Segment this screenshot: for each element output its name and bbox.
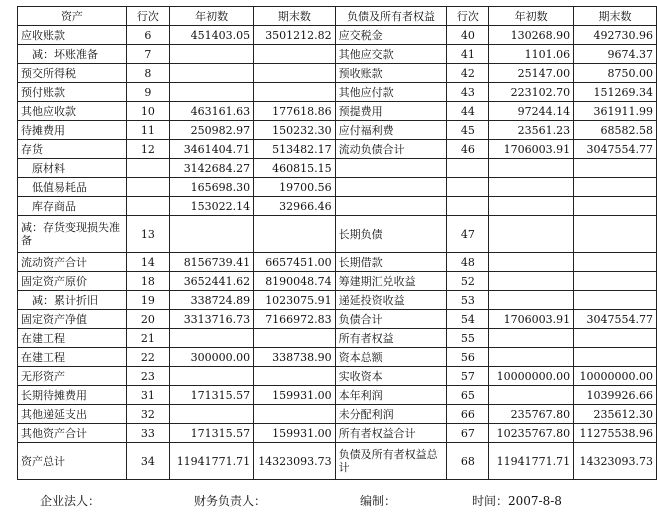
liability-line-cell: 40 [447,26,489,45]
asset-name-cell: 固定资产净值 [18,310,127,329]
liability-ending-cell: 3047554.77 [574,140,657,159]
liability-name-cell: 所有者权益合计 [335,424,447,443]
header-ending: 期末数 [254,7,336,26]
liability-beginning-cell: 235767.80 [489,405,574,424]
liability-ending-cell: 14323093.73 [574,443,657,480]
header-ending: 期末数 [574,7,657,26]
asset-line-cell [126,197,169,216]
asset-ending-cell: 3501212.82 [254,26,336,45]
asset-line-cell: 31 [126,386,169,405]
asset-beginning-cell [169,329,253,348]
liability-beginning-cell [489,216,574,253]
table-row [18,178,657,197]
asset-beginning-cell: 300000.00 [169,348,253,367]
asset-ending-cell [254,216,336,253]
asset-ending-cell [254,329,336,348]
asset-ending-cell: 1023075.91 [254,291,336,310]
liability-line-cell: 65 [447,386,489,405]
liability-name-cell: 流动负债合计 [335,140,447,159]
asset-line-cell: 11 [126,121,169,140]
liability-beginning-cell: 10235767.80 [489,424,574,443]
prepared-by-label: 编制： [360,494,397,508]
liability-line-cell [447,197,489,216]
liability-line-cell: 55 [447,329,489,348]
asset-line-cell: 20 [126,310,169,329]
asset-name-cell: 其他资产合计 [18,424,127,443]
header-line-no: 行次 [126,7,169,26]
liability-name-cell: 本年利润 [335,386,447,405]
liability-ending-cell [574,178,657,197]
liability-ending-cell: 3047554.77 [574,310,657,329]
asset-beginning-cell: 451403.05 [169,26,253,45]
asset-name-cell: 存货 [18,140,127,159]
table-row [18,329,657,348]
liability-name-cell: 负债及所有者权益总计 [335,443,447,480]
liability-beginning-cell: 97244.14 [489,102,574,121]
liability-beginning-cell [489,386,574,405]
liability-name-cell: 实收资本 [335,367,447,386]
liability-line-cell: 41 [447,45,489,64]
asset-name-cell: 在建工程 [18,329,127,348]
liability-ending-cell: 151269.34 [574,83,657,102]
liability-line-cell: 54 [447,310,489,329]
asset-line-cell [126,159,169,178]
asset-name-cell: 库存商品 [18,197,127,216]
header-liabilities-equity: 负债及所有者权益 [335,7,447,26]
liability-name-cell [335,159,447,178]
liability-ending-cell [574,329,657,348]
asset-line-cell: 32 [126,405,169,424]
asset-name-cell: 原材料 [18,159,127,178]
asset-ending-cell [254,83,336,102]
balance-sheet-table [17,6,657,480]
table-row [18,159,657,178]
asset-line-cell [126,178,169,197]
liability-ending-cell [574,159,657,178]
liability-beginning-cell [489,159,574,178]
asset-name-cell: 流动资产合计 [18,253,127,272]
asset-beginning-cell: 165698.30 [169,178,253,197]
table-row [18,291,657,310]
liability-line-cell: 67 [447,424,489,443]
asset-beginning-cell: 171315.57 [169,424,253,443]
asset-name-cell: 资产总计 [18,443,127,480]
table-row [18,64,657,83]
liability-ending-cell: 1039926.66 [574,386,657,405]
header-beginning: 年初数 [489,7,574,26]
liability-line-cell: 52 [447,272,489,291]
liability-ending-cell: 8750.00 [574,64,657,83]
asset-line-cell: 21 [126,329,169,348]
liability-line-cell: 53 [447,291,489,310]
liability-ending-cell [574,272,657,291]
liability-ending-cell [574,253,657,272]
liability-line-cell: 48 [447,253,489,272]
liability-ending-cell [574,197,657,216]
liability-line-cell: 47 [447,216,489,253]
table-row [18,102,657,121]
liability-line-cell: 66 [447,405,489,424]
liability-beginning-cell [489,178,574,197]
asset-ending-cell: 32966.46 [254,197,336,216]
liability-name-cell: 资本总额 [335,348,447,367]
liability-name-cell: 应付福利费 [335,121,447,140]
asset-name-cell: 其他应收款 [18,102,127,121]
liability-name-cell [335,178,447,197]
asset-name-cell: 预付账款 [18,83,127,102]
liability-name-cell: 其他应交款 [335,45,447,64]
asset-ending-cell [254,45,336,64]
asset-beginning-cell [169,64,253,83]
header-assets: 资产 [18,7,127,26]
liability-ending-cell [574,291,657,310]
asset-line-cell: 34 [126,443,169,480]
liability-line-cell: 68 [447,443,489,480]
liability-name-cell: 预收账款 [335,64,447,83]
liability-name-cell: 其他应付款 [335,83,447,102]
table-row [18,348,657,367]
liability-name-cell: 未分配利润 [335,405,447,424]
asset-ending-cell: 159931.00 [254,424,336,443]
header-beginning: 年初数 [169,7,253,26]
liability-line-cell [447,159,489,178]
table-row [18,45,657,64]
asset-line-cell: 13 [126,216,169,253]
legal-person-label: 企业法人： [40,494,101,508]
header-row [18,7,657,26]
liability-ending-cell: 9674.37 [574,45,657,64]
asset-ending-cell: 19700.56 [254,178,336,197]
table-row [18,367,657,386]
table-row [18,386,657,405]
asset-ending-cell: 460815.15 [254,159,336,178]
asset-ending-cell: 513482.17 [254,140,336,159]
asset-ending-cell: 177618.86 [254,102,336,121]
liability-ending-cell [574,216,657,253]
liability-line-cell: 56 [447,348,489,367]
table-row [18,272,657,291]
liability-beginning-cell: 11941771.71 [489,443,574,480]
asset-name-cell: 低值易耗品 [18,178,127,197]
asset-line-cell: 6 [126,26,169,45]
liability-name-cell: 负债合计 [335,310,447,329]
asset-name-cell: 待摊费用 [18,121,127,140]
liability-line-cell [447,178,489,197]
asset-name-cell: 应收账款 [18,26,127,45]
asset-line-cell: 8 [126,64,169,83]
liability-name-cell: 应交税金 [335,26,447,45]
liability-beginning-cell [489,348,574,367]
liability-name-cell: 长期借款 [335,253,447,272]
asset-ending-cell: 8190048.74 [254,272,336,291]
asset-beginning-cell: 3652441.62 [169,272,253,291]
liability-beginning-cell: 130268.90 [489,26,574,45]
liability-ending-cell: 10000000.00 [574,367,657,386]
asset-line-cell: 9 [126,83,169,102]
table-row [18,253,657,272]
asset-ending-cell: 338738.90 [254,348,336,367]
asset-line-cell: 7 [126,45,169,64]
asset-beginning-cell: 3142684.27 [169,159,253,178]
asset-beginning-cell: 338724.89 [169,291,253,310]
liability-beginning-cell [489,291,574,310]
liability-line-cell: 42 [447,64,489,83]
liability-line-cell: 57 [447,367,489,386]
asset-beginning-cell: 11941771.71 [169,443,253,480]
asset-beginning-cell [169,367,253,386]
asset-name-cell: 其他递延支出 [18,405,127,424]
table-row [18,83,657,102]
liability-beginning-cell: 25147.00 [489,64,574,83]
asset-line-cell: 19 [126,291,169,310]
asset-name-cell: 固定资产原价 [18,272,127,291]
liability-line-cell: 44 [447,102,489,121]
table-row [18,310,657,329]
liability-line-cell: 46 [447,140,489,159]
header-line-no: 行次 [447,7,489,26]
liability-beginning-cell [489,272,574,291]
liability-ending-cell: 68582.58 [574,121,657,140]
asset-line-cell: 23 [126,367,169,386]
liability-name-cell: 长期负债 [335,216,447,253]
liability-name-cell: 预提费用 [335,102,447,121]
asset-line-cell: 14 [126,253,169,272]
asset-name-cell: 在建工程 [18,348,127,367]
asset-beginning-cell: 463161.63 [169,102,253,121]
asset-beginning-cell [169,405,253,424]
table-row [18,424,657,443]
liability-ending-cell [574,348,657,367]
asset-name-cell: 减：坏账准备 [18,45,127,64]
table-row [18,26,657,45]
asset-ending-cell: 159931.00 [254,386,336,405]
table-row [18,405,657,424]
asset-line-cell: 18 [126,272,169,291]
asset-ending-cell: 150232.30 [254,121,336,140]
liability-beginning-cell [489,253,574,272]
finance-head-label: 财务负责人： [194,494,267,508]
liability-line-cell: 43 [447,83,489,102]
asset-name-cell: 预交所得税 [18,64,127,83]
table-row [18,197,657,216]
asset-ending-cell [254,367,336,386]
asset-ending-cell: 6657451.00 [254,253,336,272]
asset-ending-cell: 7166972.83 [254,310,336,329]
table-row [18,121,657,140]
asset-line-cell: 10 [126,102,169,121]
asset-ending-cell [254,64,336,83]
table-row [18,140,657,159]
asset-name-cell: 长期待摊费用 [18,386,127,405]
asset-beginning-cell: 250982.97 [169,121,253,140]
asset-beginning-cell: 153022.14 [169,197,253,216]
asset-beginning-cell: 8156739.41 [169,253,253,272]
asset-name-cell: 减：累计折旧 [18,291,127,310]
asset-beginning-cell: 3461404.71 [169,140,253,159]
asset-beginning-cell [169,83,253,102]
asset-beginning-cell [169,216,253,253]
asset-beginning-cell: 171315.57 [169,386,253,405]
liability-name-cell [335,197,447,216]
liability-name-cell: 所有者权益 [335,329,447,348]
table-row [18,443,657,480]
liability-name-cell: 递延投资收益 [335,291,447,310]
asset-line-cell: 22 [126,348,169,367]
liability-ending-cell: 235612.30 [574,405,657,424]
liability-beginning-cell: 1101.06 [489,45,574,64]
liability-beginning-cell: 23561.23 [489,121,574,140]
liability-beginning-cell [489,329,574,348]
liability-beginning-cell: 223102.70 [489,83,574,102]
liability-beginning-cell: 1706003.91 [489,140,574,159]
asset-name-cell: 无形资产 [18,367,127,386]
asset-line-cell: 12 [126,140,169,159]
asset-ending-cell: 14323093.73 [254,443,336,480]
asset-beginning-cell: 3313716.73 [169,310,253,329]
liability-beginning-cell [489,197,574,216]
liability-name-cell: 筹建期汇兑收益 [335,272,447,291]
date-label: 时间：2007-8-8 [472,494,562,508]
asset-name-cell: 减：存货变现损失准备 [18,216,127,253]
asset-beginning-cell [169,45,253,64]
asset-line-cell: 33 [126,424,169,443]
liability-beginning-cell: 1706003.91 [489,310,574,329]
liability-line-cell: 45 [447,121,489,140]
liability-ending-cell: 11275538.96 [574,424,657,443]
liability-ending-cell: 361911.99 [574,102,657,121]
table-row [18,216,657,253]
liability-ending-cell: 492730.96 [574,26,657,45]
liability-beginning-cell: 10000000.00 [489,367,574,386]
asset-ending-cell [254,405,336,424]
